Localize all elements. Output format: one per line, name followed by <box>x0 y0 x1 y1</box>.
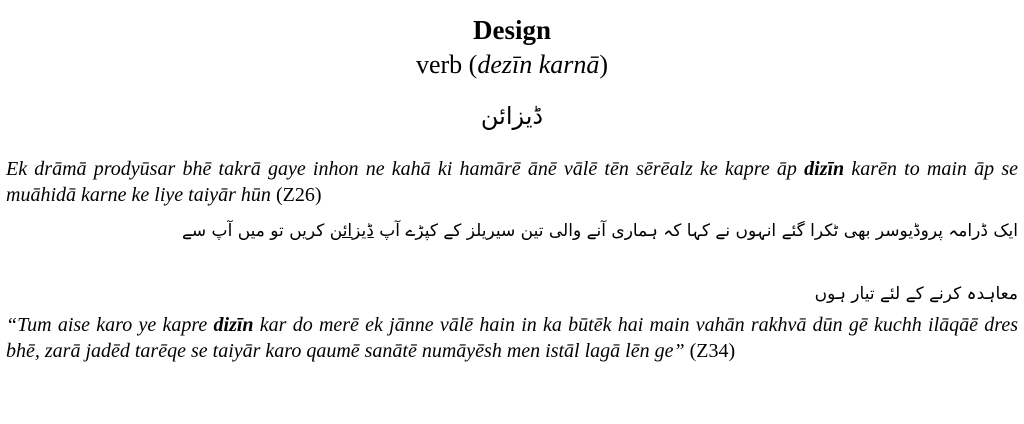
example2-reference: (Z34) <box>684 340 736 362</box>
example1-reference: (Z26) <box>270 184 322 206</box>
example-transliteration-2 <box>6 312 1018 364</box>
example2-bold-term: dizīn <box>213 314 254 336</box>
part-of-speech <box>0 49 1024 81</box>
urdu-line1-before: ایک ڈرامہ پروڈیوسر بھی ٹکرا گئے انہوں نے کہا کہ ہماری آنے والی تین سیریلز کے کپڑے آپ <box>373 221 1018 241</box>
headword: Design <box>472 15 551 45</box>
urdu-example-line-2: معاہدہ کرنے کے لئے تیار ہوں <box>814 284 1018 304</box>
pos-prefix: verb ( <box>415 50 478 79</box>
pos-transliteration: dezīn karnā <box>477 50 600 79</box>
urdu-line1-after: کریں تو میں آپ سے <box>181 221 330 241</box>
example-transliteration-1 <box>6 156 1018 208</box>
pos-suffix: ) <box>599 50 609 79</box>
urdu-example-line-1 <box>6 220 1018 242</box>
example2-text-after: kar do merē ek jānne vālē hain in ka būtēk hai main vahān rakhvā dūn gē kuchh ilāqāē dres bhē, zarā jadēd tarēqe se taiyār karo qaumē sanātē numāyēsh men istāl lagā lēn ge” <box>6 314 1018 362</box>
urdu-underlined-term: ڈیزائن <box>329 221 374 241</box>
example2-text-before: “Tum aise karo ye kapre <box>6 314 214 336</box>
example1-text-after: karēn to main āp se muāhidā karne ke liye taiyār hūn <box>6 158 1018 206</box>
example1-bold-term: dizīn <box>804 158 845 180</box>
urdu-headword: ڈیزائن <box>480 102 544 130</box>
example1-text-before: Ek drāmā prodyūsar bhē takrā gaye inhon ne kahā ki hamārē ānē vālē tēn sērēalz ke kapre āp <box>6 158 805 180</box>
